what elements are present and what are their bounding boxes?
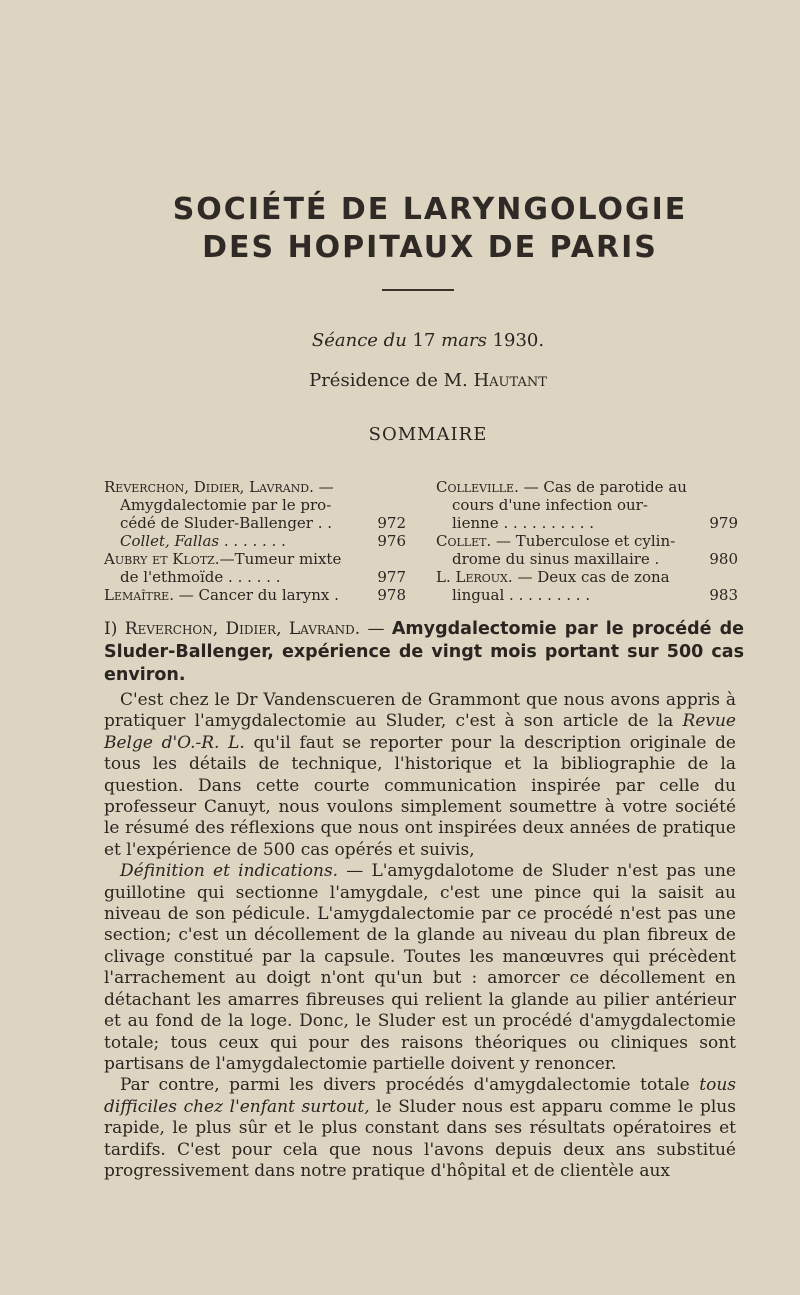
toc-line <box>436 550 738 568</box>
toc-line <box>436 478 738 496</box>
toc-text: cédé de Sluder-Ballenger . . <box>120 514 333 532</box>
journal-name: Revue Belge d'O.-R. L. <box>104 711 736 753</box>
text-run: C'est chez le Dr Vandenscueren de Grammont que nous avons appris à pratiquer l'amygdalectomie au Sluder, c'est à son article de la <box>104 690 736 732</box>
article-authors: Reverchon, Didier, Lavrand. <box>124 619 361 639</box>
toc-page: 979 <box>709 514 738 532</box>
toc-line <box>104 478 406 496</box>
toc-line <box>104 586 406 604</box>
toc-line <box>436 514 738 532</box>
article-number: I) <box>104 619 118 639</box>
toc-left-column <box>104 478 406 604</box>
article-dash: — <box>360 619 392 639</box>
text-run: le Sluder nous est apparu comme le plus rapide, le plus sûr et le plus constant dans ses résultats opératoires et tardifs. C'est pour cela que nous l'avons depuis deux ans substitué progressivement dans notre pratique d'hôpital et de clientèle aux <box>104 1096 736 1181</box>
toc-line <box>104 568 406 586</box>
presidence-name: Hautant <box>473 370 547 391</box>
toc-text: cours d'une infection our- <box>452 496 648 514</box>
article-heading <box>104 618 744 687</box>
seance-day: 17 <box>412 330 436 351</box>
toc-author: Aubry et Klotz. <box>104 550 220 568</box>
toc-author: Colleville. <box>436 478 519 496</box>
toc-author: Lemaître. <box>104 586 174 604</box>
article-title: Amygdalectomie par le procédé de Sluder-Ballenger, expérience de vingt mois portant sur 500 cas environ. <box>104 619 745 685</box>
article-body <box>104 690 736 1182</box>
text-run: Par contre, parmi les divers procédés d'amygdalectomie totale <box>120 1075 700 1096</box>
toc-page: 978 <box>377 586 406 604</box>
toc-line <box>104 550 406 568</box>
seance-month: mars <box>441 330 487 351</box>
toc-line <box>104 532 406 550</box>
toc-text: Collet, Fallas . . . . . . . <box>120 532 286 550</box>
toc-page: 972 <box>377 514 406 532</box>
society-title-line1: SOCIÉTÉ DE LARYNGOLOGIE <box>172 192 688 227</box>
text-run: — L'amygdalotome de Sluder n'est pas une guillotine qui sectionne l'amygdale, c'est une pince qui la saisit au niveau de son pédicule. L'amygdalectomie par ce procédé n'est pas une section; c'est un décollement de la glande au niveau du plan fibreux de clivage constitué par la capsule. Toutes les manœuvres qui précèdent l'arrachement au doigt n'ont qu'un but : amorcer ce décollement en détachant les amarres fibreuses qui relient la glande au pilier antérieur et au fond de la loge. Donc, le Sluder est un procédé d'amygdalectomie totale; tous ceux qui pour des raisons théoriques ou cliniques sont partisans de l'amygdalectomie partielle doivent y renoncer. <box>104 861 736 1074</box>
toc-line <box>104 514 406 532</box>
toc-page: 983 <box>709 586 738 604</box>
toc-text: — Cancer du larynx . <box>173 586 339 604</box>
toc-line <box>436 496 738 514</box>
toc-text: —Tumeur mixte <box>219 550 342 568</box>
toc-text: — <box>313 478 334 496</box>
section-label: Définition et indications. <box>120 861 339 882</box>
toc-page: 976 <box>377 532 406 550</box>
toc-author: L. Leroux. <box>436 568 513 586</box>
toc-page: 980 <box>709 550 738 568</box>
text-run: qu'il faut se reporter pour la description originale de tous les détails de technique, l'historique et la bibliographie de la question. Dans cette courte communication inspirée par celle du professeur Canuyt, nous voulons simplement soumettre à votre société le résumé des réflexions que nous ont inspirées deux années de pratique et l'expérience de 500 cas opérés et suivis, <box>104 732 736 860</box>
toc-line <box>104 496 406 514</box>
toc-text: Amygdalectomie par le pro- <box>120 496 332 514</box>
toc-text: lienne . . . . . . . . . . <box>452 514 595 532</box>
paragraph <box>104 1075 736 1182</box>
paragraph <box>104 861 736 1075</box>
toc-author: Reverchon, Didier, Lavrand. <box>104 478 314 496</box>
title-divider <box>382 289 454 291</box>
presidence-prefix: Présidence de M. <box>309 370 468 391</box>
toc-right-column <box>436 478 738 604</box>
paragraph <box>104 690 736 861</box>
seance-line <box>0 330 800 351</box>
toc-text: de l'ethmoïde . . . . . . <box>120 568 281 586</box>
seance-year: 1930. <box>492 330 545 351</box>
society-title-line2: DES HOPITAUX DE PARIS <box>202 230 658 265</box>
toc-text: — Cas de parotide au <box>518 478 687 496</box>
emphasis: tous difficiles chez l'enfant surtout, <box>104 1075 736 1117</box>
toc-line <box>436 532 738 550</box>
toc-text: lingual . . . . . . . . . <box>452 586 591 604</box>
toc-page: 977 <box>377 568 406 586</box>
toc-text: — Deux cas de zona <box>512 568 670 586</box>
toc-author: Collet. <box>436 532 492 550</box>
toc-line <box>436 568 738 586</box>
sommaire-heading: SOMMAIRE <box>368 424 488 445</box>
toc-text: drome du sinus maxillaire . <box>452 550 660 568</box>
presidence-line <box>0 370 800 391</box>
toc-line <box>436 586 738 604</box>
toc-text: — Tuberculose et cylin- <box>491 532 676 550</box>
seance-prefix: Séance du <box>311 330 407 351</box>
